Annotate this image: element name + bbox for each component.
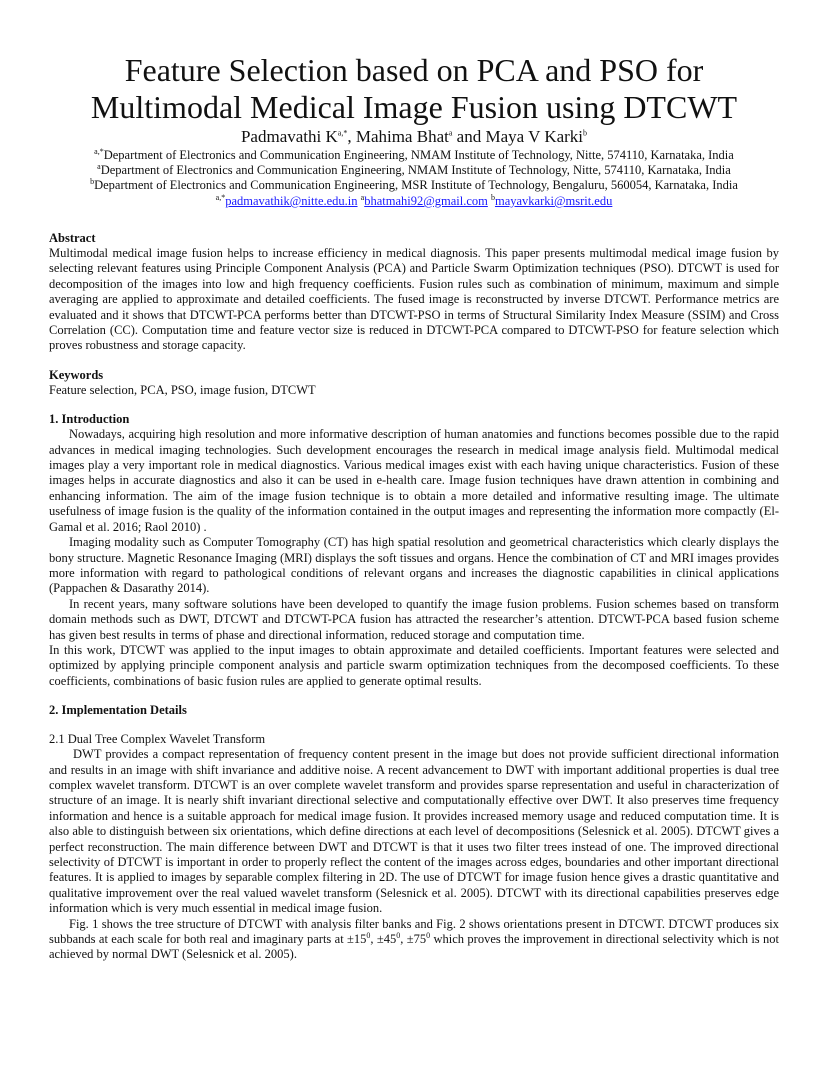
paragraph-text: , ±75 <box>400 932 427 947</box>
affiliation-sup: b <box>90 176 95 186</box>
author-name: Maya V Karki <box>485 127 584 146</box>
affiliation-sup: a,* <box>94 146 104 156</box>
author-name: Padmavathi K <box>240 127 338 146</box>
author-sup: a,* <box>337 128 348 138</box>
affiliation-sup: a <box>97 161 101 171</box>
paper-page <box>49 52 779 963</box>
paragraph-text: , ±45 <box>370 932 397 947</box>
author-name: Mahima Bhat <box>355 127 449 146</box>
title-line-2: Multimodal Medical Image Fusion using DTCWT <box>90 89 738 125</box>
email-list <box>49 193 779 209</box>
degree-sup: 0 <box>366 930 371 940</box>
paper-title <box>49 52 779 126</box>
email-sup: b <box>490 192 495 202</box>
email-sup: a,* <box>215 192 226 202</box>
affiliation-list <box>49 148 779 193</box>
author-sup: a <box>448 128 453 138</box>
introduction-paragraph: Nowadays, acquiring high resolution and more informative description of human anatomies and functions becomes possible due to the rapid advances in medical imaging technologies. Such development encourages the research in medical image analysis field. Multimodal medical images play a very important role in medical diagnostics. Various medical images exist with each having unique characteristics. Fusion of these images helps in accurate diagnostics and also it can be used in e-health care. Image fusion techniques have drawn attention in combining and enhancing information. The aim of the image fusion technique is to obtain a more detailed and informative resulting image. The ultimate usefulness of image fusion is the quality of the information contained in the output images and representing the information more compactly (El-Gamal et al. 2016; Raol 2010) . <box>49 427 779 534</box>
affiliation <box>49 163 779 178</box>
keywords-heading: Keywords <box>49 367 104 382</box>
author-sup: b <box>583 128 588 138</box>
email-link[interactable]: mayavkarki@msrit.edu <box>494 194 613 208</box>
paragraph-text: Fig. 1 shows the tree structure of DTCWT with analysis filter banks and Fig. 2 shows orientations present in DTCWT. DTCWT produces six subbands at each scale for both real and imaginary parts at ±15 <box>49 916 779 947</box>
introduction-paragraph: In recent years, many software solutions have been developed to quantify the image fusion problems. Fusion schemes based on transform domain methods such as DWT, DTCWT and DTCWT-PCA fusion has attracted the researcher’s attention. DTCWT-PCA based fusion scheme has given best results in terms of phase and directional information, reduced storage and computation time. <box>49 596 779 642</box>
subsection-heading: 2.1 Dual Tree Complex Wavelet Transform <box>49 732 266 747</box>
author-list <box>49 126 779 148</box>
affiliation-text: Department of Electronics and Communication Engineering, NMAM Institute of Technology, Nitte, 574110, Karnataka, India <box>103 148 734 162</box>
degree-sup: 0 <box>396 930 401 940</box>
email-sup: a <box>360 192 365 202</box>
subsection-paragraph <box>49 917 779 963</box>
introduction-paragraph: Imaging modality such as Computer Tomography (CT) has high spatial resolution and geometrical characteristics which clearly displays the bony structure. Magnetic Resonance Imaging (MRI) displays the soft tissues and organs. Hence the combination of CT and MRI images provides more information with regard to pathological conditions of relevant organs and increases the diagnostic capabilities in clinical applications (Pappachen & Dasarathy 2014). <box>49 535 779 596</box>
paragraph-text: which proves the improvement in directional selectivity which is not achieved by normal DWT (Selesnick et al. 2005). <box>49 932 779 962</box>
author-sep: , <box>347 127 356 146</box>
introduction-heading: 1. Introduction <box>49 412 130 427</box>
affiliation <box>49 148 779 163</box>
abstract-heading: Abstract <box>49 231 96 245</box>
affiliation-text: Department of Electronics and Communication Engineering, NMAM Institute of Technology, Nitte, 574110, Karnataka, India <box>100 163 731 177</box>
title-line-1: Feature Selection based on PCA and PSO for <box>124 52 704 88</box>
degree-sup: 0 <box>426 930 431 940</box>
keywords-text: Feature selection, PCA, PSO, image fusion, DTCWT <box>49 382 316 397</box>
affiliation <box>49 178 779 193</box>
email-link[interactable]: padmavathik@nitte.edu.in <box>225 194 358 208</box>
author-sep: and <box>452 127 486 146</box>
affiliation-text: Department of Electronics and Communication Engineering, MSR Institute of Technology, Bengaluru, 560054, Karnataka, India <box>94 178 738 192</box>
abstract-text: Multimodal medical image fusion helps to increase efficiency in medical diagnosis. This paper presents multimodal medical image fusion by selecting relevant features using Principle Component Analysis (PCA) and Particle Swarm Optimization techniques (PSO). DTCWT is used for decomposition of the images into low and high frequency coefficients. Fusion rules such as combination of minimum, maximum and simple averaging are applied to approximate and detailed coefficients. The fused image is reconstructed by inverse DTCWT. Performance metrics are evaluated and it shows that DTCWT-PCA performs better than DTCWT-PSO in terms of Structural Similarity Index Measure (SSIM) and Cross Correlation (CC). Computation time and feature vector size is reduced in DTCWT-PCA compared to DTCWT-PSO for feature selection which proves robustness and storage capacity. <box>49 246 779 353</box>
implementation-heading: 2. Implementation Details <box>49 703 187 718</box>
email-link[interactable]: bhatmahi92@gmail.com <box>364 194 488 208</box>
subsection-paragraph: DWT provides a compact representation of frequency content present in the image but does not provide sufficient directional information and results in an image with shift invariance and additive noise. A recent advancement to DWT with important additional properties is dual tree complex wavelet transform. DTCWT is an over complete wavelet transform and provides sparse representation and useful in characterization of structure of an image. It is nearly shift invariant directional selective and computationally effective over DWT. It also preserves time frequency information and hence is a suitable approach for medical image fusion. It provides increased memory usage and reduced computation time. It is also able to distinguish between six orientations, which define directions at each level of decompositions (Selesnick et al. 2005). DTCWT gives a perfect reconstruction. The main difference between DWT and DTCWT is that it uses two filter trees instead of one. The improved directional selectivity of DTCWT is important in order to properly reflect the content of the images across edges, boundaries and other important directional features. It is applied to images by separable complex filtering in 2D. The use of DTCWT for image fusion hence gives a drastic quantitative and qualitative improvement over the real valued wavelet transform (Selesnick et al. 2005). DTCWT with its directional capabilities preserves edge information which is very much essential in medical image fusion. <box>49 747 779 916</box>
introduction-paragraph: In this work, DTCWT was applied to the input images to obtain approximate and detailed coefficients. Important features were selected and optimized by applying principle component analysis and particle swarm optimization techniques from the decomposed coefficients. To these coefficients, combinations of basic fusion rules are applied to generate optimal results. <box>49 642 779 688</box>
